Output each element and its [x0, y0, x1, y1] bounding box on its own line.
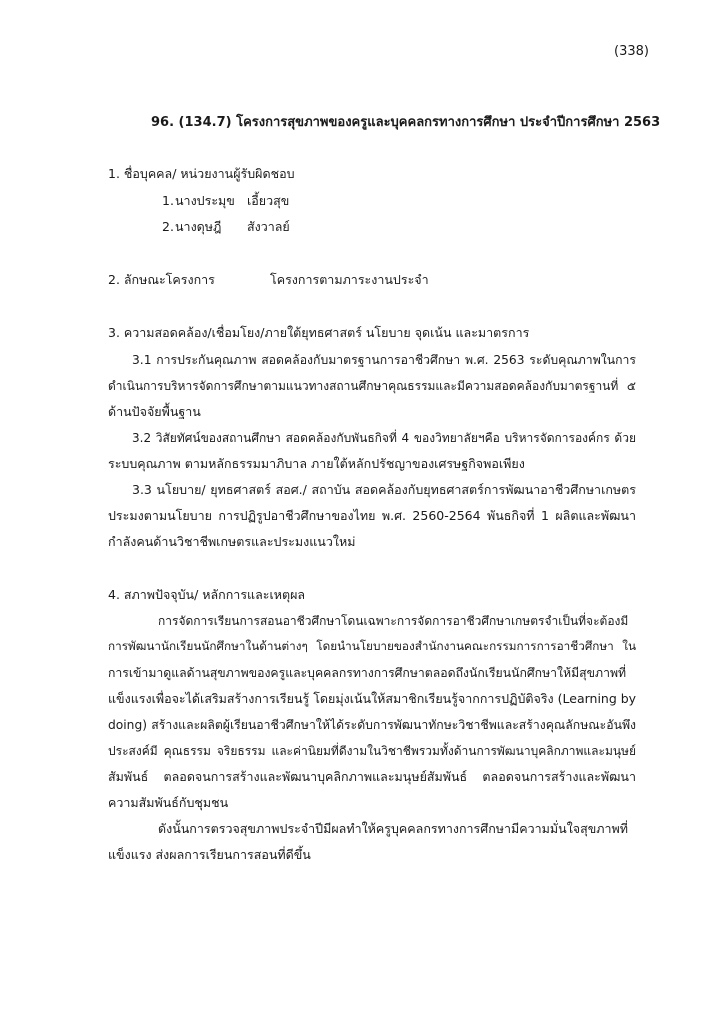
person-1-number: 1.: [162, 193, 174, 208]
section-3-2-line: ระบบคุณภาพ ตามหลักธรรมมาภิบาล ภายใต้หลักปรัชญาของเศรษฐกิจพอเพียง: [108, 456, 525, 471]
section-4-conclusion-line: แข็งแรง ส่งผลการเรียนการสอนที่ดีขึ้น: [108, 847, 311, 862]
section-4-paragraph-line: ความสัมพันธ์กับชุมชน: [108, 795, 229, 810]
person-2-last-name: สังวาลย์: [247, 219, 290, 234]
document-title: 96. (134.7) โครงการสุขภาพของครูและบุคคลกรทางการศึกษา ประจำปีการศึกษา 2563: [151, 115, 661, 130]
section-3-1-line: ด้านปัจจัยพื้นฐาน: [108, 404, 201, 419]
page-number: (338): [614, 44, 649, 59]
section-3-3-line: กำลังคนด้านวิชาชีพเกษตรและประมงแนวใหม่: [108, 534, 356, 549]
person-2-number: 2.: [162, 219, 174, 234]
person-2-first-name: นางดุษฎี: [175, 219, 222, 234]
section-3-3-line: ประมงตามนโยบาย การปฏิรูปอาชีวศึกษาของไทย พ.ศ. 2560-2564 พันธกิจที่ 1 ผลิตและพัฒนา: [108, 508, 636, 523]
section-3-1-line: ดำเนินการบริหารจัดการศึกษาตามแนวทางสถานศึกษาคุณธรรมและมีความสอดคล้องกับมาตรฐานที่ ๕: [108, 379, 636, 393]
person-1-first-name: นางประมุข: [175, 193, 235, 208]
project-type-value: โครงการตามภาระงานประจำ: [270, 272, 429, 287]
person-1-last-name: เอี้ยวสุข: [247, 193, 290, 208]
section-3-1-line: 3.1 การประกันคุณภาพ สอดคล้องกับมาตรฐานการอาชีวศึกษา พ.ศ. 2563 ระดับคุณภาพในการ: [132, 353, 636, 367]
section-4-paragraph-line: การเข้ามาดูแลด้านสุขภาพของครูและบุคคลกรทางการศึกษาตลอดถึงนักเรียนนักศึกษาให้มีสุขภาพที่: [108, 666, 627, 680]
section-3-heading: 3. ความสอดคล้อง/เชื่อมโยง/ภายใต้ยุทธศาสตร์ นโยบาย จุดเน้น และมาตรการ: [108, 325, 530, 340]
section-4-paragraph-line: การจัดการเรียนการสอนอาชีวศึกษาโดนเฉพาะการจัดการอาชีวศึกษาเกษตรจำเป็นที่จะต้องมี: [158, 614, 629, 628]
section-3-3-line: 3.3 นโยบาย/ ยุทธศาสตร์ สอศ./ สถาบัน สอดคล้องกับยุทธศาสตร์การพัฒนาอาชีวศึกษาเกษตร: [132, 482, 636, 497]
section-4-paragraph-line: ประสงค์มี คุณธรรม จริยธรรม และค่านิยมที่ดีงามในวิชาชีพรวมทั้งด้านการพัฒนาบุคลิกภาพและมนุษย์: [108, 744, 636, 758]
section-4-paragraph-line: แข็งแรงเพื่อจะได้เสริมสร้างการเรียนรู้ โดยมุ่งเน้นให้สมาชิกเรียนรู้จากการปฏิบัติจริง (Learning by: [108, 691, 637, 706]
section-4-paragraph-line: doing) สร้างและผลิตผู้เรียนอาชีวศึกษาให้ได้ระดับการพัฒนาทักษะวิชาชีพและสร้างคุณลักษณะอันพึง: [108, 718, 636, 732]
section-4-paragraph-line: สัมพันธ์ ตลอดจนการสร้างและพัฒนาบุคลิกภาพและมนุษย์สัมพันธ์ ตลอดจนการสร้างและพัฒนา: [108, 769, 636, 784]
section-2-heading: 2. ลักษณะโครงการ: [108, 272, 215, 287]
section-4-paragraph-line: การพัฒนานักเรียนนักศึกษาในด้านต่างๆ โดยนำนโยบายของสำนักงานคณะกรรมการการอาชีวศึกษา ใน: [108, 639, 636, 653]
section-1-heading: 1. ชื่อบุคคล/ หน่วยงานผู้รับผิดชอบ: [108, 166, 295, 181]
section-3-2-line: 3.2 วิสัยทัศน์ของสถานศึกษา สอดคล้องกับพันธกิจที่ 4 ของวิทยาลัยฯคือ บริหารจัดการองค์กร ด้วย: [132, 431, 636, 445]
section-4-heading: 4. สภาพปัจจุบัน/ หลักการและเหตุผล: [108, 587, 306, 602]
section-4-conclusion-line: ดังนั้นการตรวจสุขภาพประจำปีมีผลทำให้ครูบุคคลกรทางการศึกษามีความมั่นใจสุขภาพที่: [158, 821, 629, 836]
